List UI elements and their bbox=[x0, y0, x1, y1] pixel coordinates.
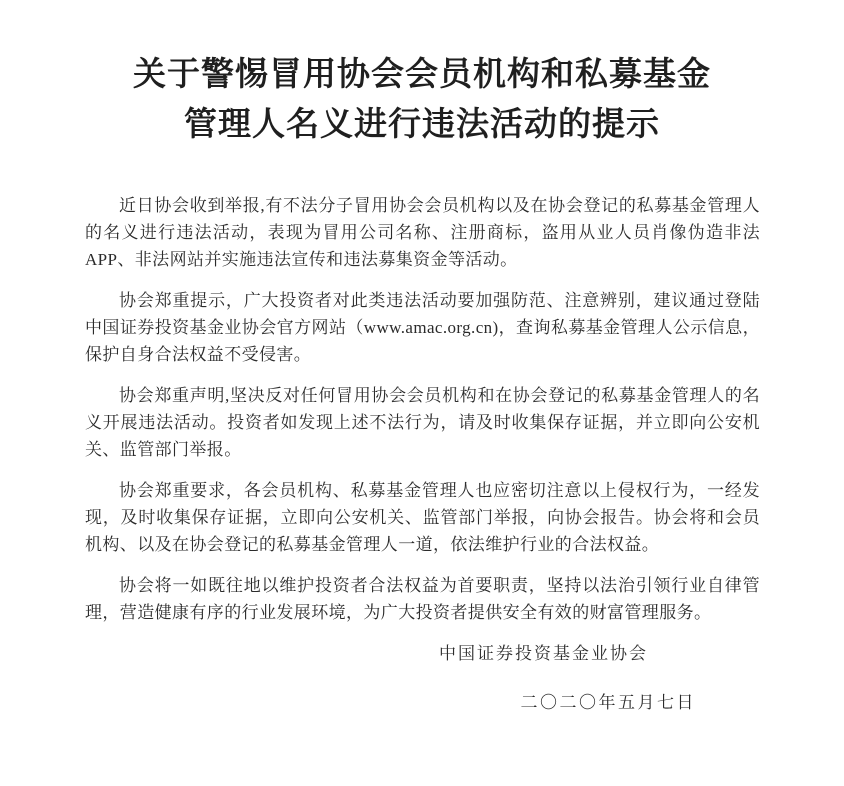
paragraph-investor-warning: 协会郑重提示，广大投资者对此类违法活动要加强防范、注意辨别，建议通过登陆中国证券投资基金业协会官方网站（www.amac.org.cn)，查询私募基金管理人公示信息，保护自身合法权益不受侵害。 bbox=[85, 291, 760, 364]
paragraph-solemn-statement: 协会郑重声明,坚决反对任何冒用协会会员机构和在协会登记的私募基金管理人的名义开展违法活动。投资者如发现上述不法行为，请及时收集保存证据，并立即向公安机关、监管部门举报。 bbox=[85, 386, 760, 459]
document-body bbox=[85, 192, 760, 716]
date: 二〇二〇年五月七日 bbox=[520, 693, 696, 712]
signature: 中国证券投资基金业协会 bbox=[439, 644, 648, 663]
title-line-1: 关于警惕冒用协会会员机构和私募基金 bbox=[133, 57, 711, 93]
paragraph-report-received: 近日协会收到举报,有不法分子冒用协会会员机构以及在协会登记的私募基金管理人的名义进行违法活动，表现为冒用公司名称、注册商标，盗用从业人员肖像伪造非法 APP、非法网站并实施违法宣传和违法募集资金等活动。 bbox=[85, 196, 760, 269]
document-page bbox=[0, 50, 844, 786]
document-title bbox=[66, 50, 778, 150]
paragraph-commitment: 协会将一如既往地以维护投资者合法权益为首要职责，坚持以法治引领行业自律管理，营造健康有序的行业发展环境，为广大投资者提供安全有效的财富管理服务。 bbox=[85, 576, 760, 622]
paragraph-member-requirement: 协会郑重要求，各会员机构、私募基金管理人也应密切注意以上侵权行为，一经发现，及时收集保存证据，立即向公安机关、监管部门举报，向协会报告。协会将和会员机构、以及在协会登记的私募基金管理人一道，依法维护行业的合法权益。 bbox=[85, 481, 760, 554]
title-line-2: 管理人名义进行违法活动的提示 bbox=[184, 107, 660, 143]
